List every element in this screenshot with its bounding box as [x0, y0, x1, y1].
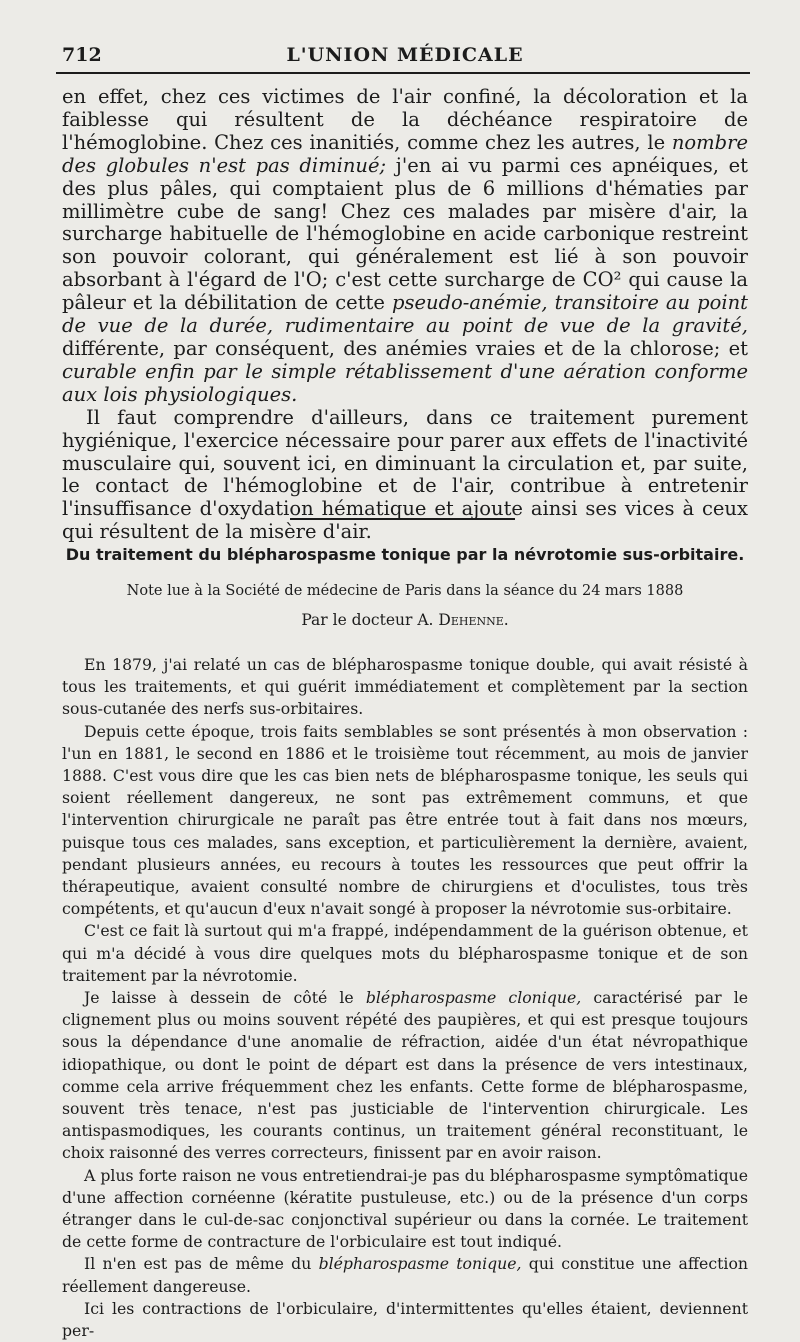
- page-header: [62, 40, 748, 80]
- article-body: [62, 654, 748, 1342]
- paragraph: en effet, chez ces victimes de l'air confiné, la décoloration et la faiblesse qui résultent de la déchéance respiratoire de l'hémoglobine. Chez ces inanitiés, comme chez les autres, le nombre des globules n'est pas diminué; j'en ai vu parmi ces apnéiques, et des plus pâles, qui comptaient plus de 6 millions d'hématies par millimètre cube de sang! Chez ces malades par misère d'air, la surcharge habituelle de l'hémoglobine en acide carbonique restreint son pouvoir colorant, qui généralement est lié à son pouvoir absorbant à l'égard de l'O; c'est cette surcharge de CO² qui cause la pâleur et la débilitation de cette pseudo-anémie, transitoire au point de vue de la durée, rudimentaire au point de vue de la gravité, différente, par conséquent, des anémies vraies et de la chlorose; et curable enfin par le simple rétablissement d'une aération conforme aux lois physiologiques.: [62, 85, 748, 406]
- running-title: L'UNION MÉDICALE: [286, 44, 524, 66]
- paragraph: Je laisse à dessein de côté le blépharospasme clonique, caractérisé par le clignement plus ou moins souvent répété des paupières, et qui est presque toujours sous la dépendance d'une anomalie de réfraction, aidée d'un état névropathique idiopathique, ou dont le point de départ est dans la présence de vers intestinaux, comme cela arrive fréquemment chez les enfants. Cette forme de blépharospasme, souvent très tenace, n'est pas justiciable de l'intervention chirurgicale. Les antispasmodiques, les courants continus, un traitement général reconstituant, le choix raisonné des verres correcteurs, finissent par en avoir raison.: [62, 988, 749, 1163]
- paragraph: Depuis cette époque, trois faits semblables se sont présentés à mon observation : l'un en 1881, le second en 1886 et le troisième tout récemment, au mois de janvier 1888. C'est vous dire que les cas bien nets de blépharospasme tonique, les seuls qui soient réellement dangereux, ne sont pas extrêmement communs, et que l'intervention chirurgicale ne paraît pas être entrée tout à fait dans nos mœurs, puisque tous ces malades, sans exception, et particulièrement la dernière, avaient, pendant plusieurs années, eu recours à toutes les ressources que peut offrir la thérapeutique, avaient consulté nombre de chirurgiens et d'oculistes, tous très compétents, et qu'aucun d'eux n'avait songé à proposer la névrotomie sus-orbitaire.: [62, 721, 748, 919]
- article-author: Par le docteur A. Dehenne.: [301, 611, 509, 629]
- article-title: Du traitement du blépharospasme tonique par la névrotomie sus-orbitaire.: [65, 545, 745, 564]
- author-name: Dehenne.: [438, 611, 509, 629]
- page-number: 712: [62, 44, 102, 66]
- paragraph: C'est ce fait là surtout qui m'a frappé, indépendamment de la guérison obtenue, et qui m'a décidé à vous dire quelques mots du blépharospasme tonique et de son traitement par la névrotomie.: [62, 921, 748, 985]
- paragraph: En 1879, j'ai relaté un cas de blépharospasme tonique double, qui avait résisté à tous les traitements, et qui guérit immédiatement et complètement par la section sous-cutanée des nerfs sus-orbitaires.: [62, 655, 748, 719]
- header-rule: [56, 72, 750, 74]
- paragraph: A plus forte raison ne vous entretiendrai-je pas du blépharospasme symptômatique d'une affection cornéenne (kératite pustuleuse, etc.) ou de la présence d'un corps étranger dans le cul-de-sac conjonctival supérieur ou dans la cornée. Le traitement de cette forme de contracture de l'orbiculaire est tout indiqué.: [62, 1165, 748, 1252]
- article-note: Note lue à la Société de médecine de Paris dans la séance du 24 mars 1888: [126, 583, 684, 599]
- paragraph: Il faut comprendre d'ailleurs, dans ce traitement purement hygiénique, l'exercice nécessaire pour parer aux effets de l'inactivité musculaire qui, souvent ici, en diminuant la circulation et, par suite, le contact de l'hémoglobine et de l'air, contribue à entretenir l'insuffisance d'oxydation hématique et ajoute ainsi ses vices à ceux qui résultent de la misère d'air.: [62, 405, 748, 544]
- paragraph: Ici les contractions de l'orbiculaire, d'intermittentes qu'elles étaient, deviennent per-: [62, 1298, 748, 1341]
- section-divider: [290, 518, 515, 520]
- previous-article-text: [62, 86, 748, 544]
- paragraph: Il n'en est pas de même du blépharospasme tonique, qui constitue une affection réellement dangereuse.: [62, 1254, 748, 1296]
